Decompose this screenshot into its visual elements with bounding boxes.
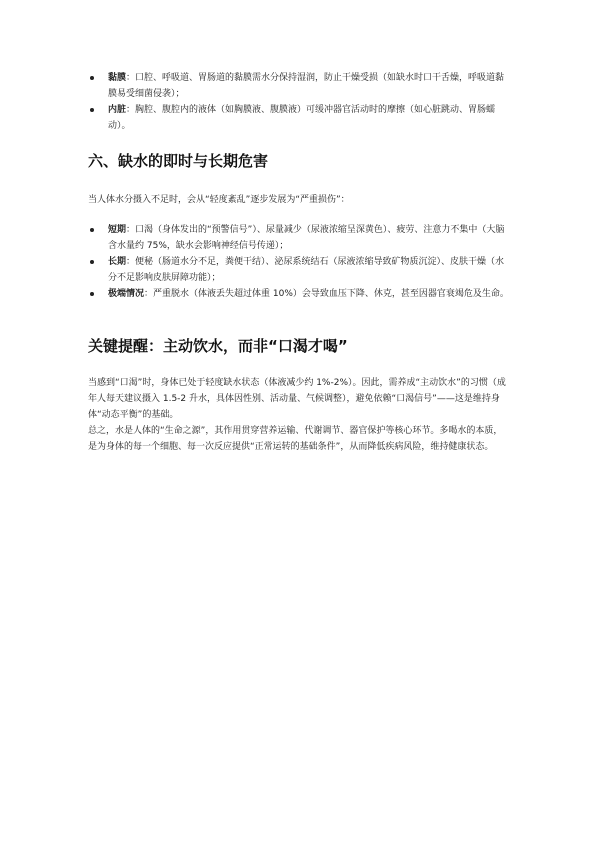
list-item-text: ：严重脱水（体液丢失超过体重 10%）会导致血压下降、休克，甚至因器官衰竭危及生命。 xyxy=(144,289,509,299)
dehydration-harm-list xyxy=(108,222,510,302)
list-item-term: 极端情况 xyxy=(108,289,145,299)
list-item xyxy=(108,254,510,286)
summary-paragraph: 总之，水是人体的“生命之源”，其作用贯穿营养运输、代谢调节、器官保护等核心环节。多喝水的本质，是为身体的每一个细胞、每一次反应提供“正常运转的基础条件”，从而降低疾病风险，维持健康状态。 xyxy=(88,426,503,452)
list-item-term: 内脏 xyxy=(108,105,127,115)
reminder-paragraph: 当感到“口渴”时，身体已处于轻度缺水状态（体液减少约 1%-2%）。因此，需养成“主动饮水”的习惯（成年人每天建议摄入 1.5-2 升水，具体因性别、活动量、气候调整），避免依赖“口渴信号”——这是维持身体“动态平衡”的基础。 xyxy=(88,378,506,420)
bullet-icon xyxy=(90,260,94,264)
list-item-text: ：胸腔、腹腔内的液体（如胸膜液、腹膜液）可缓冲器官活动时的摩擦（如心脏跳动、胃肠蠕动）。 xyxy=(108,105,496,131)
list-item-text: ：便秘（肠道水分不足，粪便干结）、泌尿系统结石（尿液浓缩导致矿物质沉淀）、皮肤干燥（水分不足影响皮肤屏障功能）； xyxy=(108,257,505,283)
list-item-text: ：口渴（身体发出的“预警信号”）、尿量减少（尿液浓缩呈深黄色）、疲劳、注意力不集中（大脑含水量约 75%，缺水会影响神经信号传递）； xyxy=(108,225,505,251)
section-intro: 当人体水分摄入不足时，会从“轻度紊乱”逐步发展为“严重损伤”： xyxy=(88,195,350,205)
bullet-icon xyxy=(90,108,94,112)
list-item xyxy=(108,102,510,134)
bullet-icon xyxy=(90,76,94,80)
list-item-term: 黏膜 xyxy=(108,73,127,83)
list-item-term: 长期 xyxy=(108,257,127,267)
section-heading: 六、缺水的即时与长期危害 xyxy=(88,152,269,170)
bullet-icon xyxy=(90,292,94,296)
list-item xyxy=(108,70,510,102)
list-item-term: 短期 xyxy=(108,225,127,235)
bullet-icon xyxy=(90,228,94,232)
list-item xyxy=(108,222,510,254)
list-item xyxy=(108,286,510,302)
section-heading: 关键提醒：主动饮水，而非“口渴才喝” xyxy=(88,337,348,355)
list-item-text: ：口腔、呼吸道、胃肠道的黏膜需水分保持湿润，防止干燥受损（如缺水时口干舌燥，呼吸道黏膜易受细菌侵袭）； xyxy=(108,73,505,99)
organ-protection-list xyxy=(108,70,510,134)
